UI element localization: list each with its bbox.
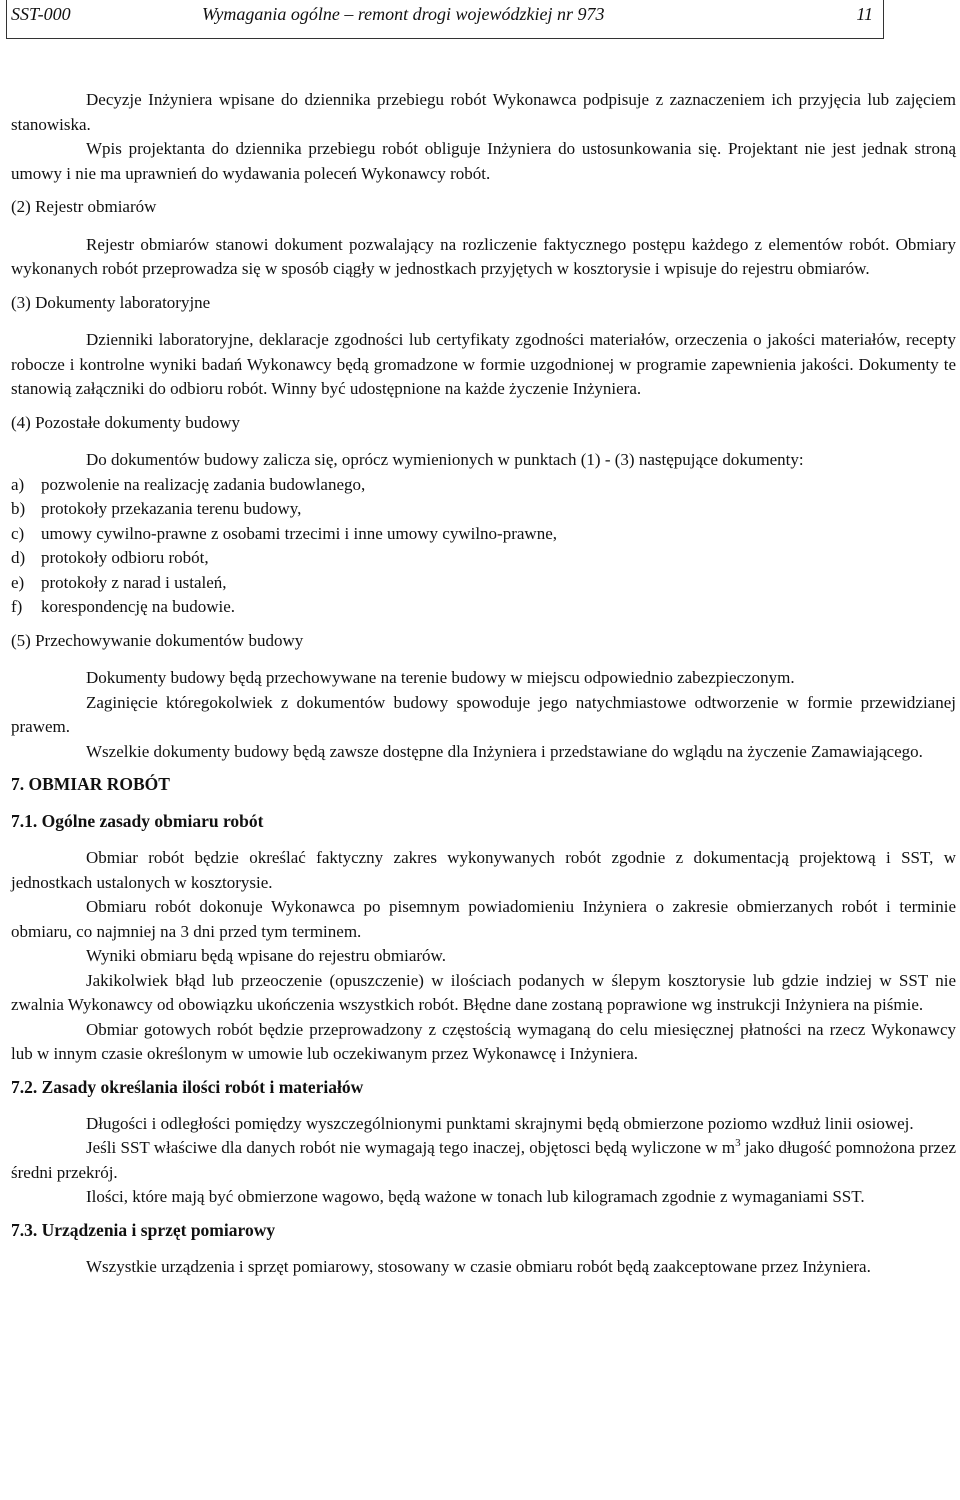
list-letter: c)	[11, 523, 25, 543]
list-text: pozwolenie na realizację zadania budowlanego,	[41, 474, 366, 494]
paragraph: Obmiar gotowych robót będzie przeprowadzony z częstością wymaganą do celu miesięcznej płatności na rzecz Wykonawcy lub w innym czasie określonym w umowie lub oczekiwanym przez Wykonawcę i Inżyniera.	[11, 1019, 956, 1063]
list-item	[11, 473, 956, 498]
paragraph: Zaginięcie któregokolwiek z dokumentów budowy spowoduje jego natychmiastowe odtworzenie w formie przewidzianej prawem.	[11, 692, 956, 736]
list-item	[11, 522, 956, 547]
list-item	[11, 546, 956, 571]
page-header	[6, 0, 884, 39]
paragraph: Do dokumentów budowy zalicza się, oprócz wymienionych w punktach (1) - (3) następujące dokumenty:	[86, 450, 804, 469]
paragraph	[11, 1136, 956, 1185]
paragraph: Wszelkie dokumenty budowy będą zawsze dostępne dla Inżyniera i przedstawiane do wglądu na życzenie Zamawiającego.	[86, 741, 923, 761]
list-letter: b)	[11, 499, 26, 518]
document-code: SST-000	[11, 4, 71, 24]
section-heading: (2) Rejestr obmiarów	[11, 197, 157, 216]
list-letter: d)	[11, 548, 26, 567]
list-text: protokoły odbioru robót,	[41, 548, 209, 567]
section-heading: (5) Przechowywanie dokumentów budowy	[11, 630, 304, 650]
list-item	[11, 497, 956, 522]
paragraph: Decyzje Inżyniera wpisane do dziennika przebiegu robót Wykonawca podpisuje z zaznaczeniem ich przyjęcia lub zajęciem stanowiska.	[11, 90, 956, 134]
list-letter: e)	[11, 572, 25, 592]
subsection-heading: 7.2. Zasady określania ilości robót i materiałów	[11, 1076, 364, 1097]
paragraph: Ilości, które mają być obmierzone wagowo, będą ważone w tonach lub kilogramach zgodnie z wymaganiami SST.	[86, 1187, 865, 1206]
document-title: Wymagania ogólne – remont drogi wojewódzkiej nr 973	[202, 4, 605, 24]
section-heading: (3) Dokumenty laboratoryjne	[11, 292, 211, 312]
paragraph-text: jako długość pomnożona przez średni przekrój.	[11, 1138, 956, 1182]
paragraph: Obmiaru robót dokonuje Wykonawca po pisemnym powiadomieniu Inżyniera o zakresie obmierzanych robót i terminie obmiaru, co najmniej na 3 dni przed tym terminem.	[11, 897, 956, 941]
superscript: 3	[735, 1137, 741, 1149]
list-text: protokoły przekazania terenu budowy,	[41, 499, 302, 518]
paragraph: Dokumenty budowy będą przechowywane na terenie budowy w miejscu odpowiednio zabezpieczonym.	[86, 668, 795, 687]
paragraph: Wpis projektanta do dziennika przebiegu robót obliguje Inżyniera do ustosunkowania się. Projektant nie jest jednak stroną umowy i nie ma uprawnień do wydawania poleceń Wykonawcy robót.	[11, 139, 956, 183]
documents-list	[11, 473, 956, 620]
section-heading: (4) Pozostałe dokumenty budowy	[11, 412, 240, 432]
page-number: 11	[856, 4, 873, 24]
list-text: protokoły z narad i ustaleń,	[41, 572, 227, 592]
paragraph: Dzienniki laboratoryjne, deklaracje zgodności lub certyfikaty zgodności materiałów, orzeczenia o jakości materiałów, recepty robocze i kontrolne wyniki badań Wykonawcy będą gromadzone w formie uzgodnionej w programie zapewnienia jakości. Dokumenty te stanowią załączniki do odbioru robót. Winny być udostępnione na każde życzenie Inżyniera.	[11, 330, 956, 398]
paragraph: Rejestr obmiarów stanowi dokument pozwalający na rozliczenie faktycznego postępu każdego z elementów robót. Obmiary wykonanych robót przeprowadza się w sposób ciągły w jednostkach przyjętych w kosztorysie i wpisuje do rejestru obmiarów.	[11, 234, 956, 278]
paragraph: Długości i odległości pomiędzy wyszczególnionymi punktami skrajnymi będą obmierzone poziomo wzdłuż linii osiowej.	[86, 1113, 914, 1133]
subsection-heading: 7.1. Ogólne zasady obmiaru robót	[11, 811, 264, 831]
subsection-heading: 7.3. Urządzenia i sprzęt pomiarowy	[11, 1219, 276, 1240]
list-item	[11, 571, 956, 596]
paragraph: Wszystkie urządzenia i sprzęt pomiarowy, stosowany w czasie obmiaru robót będą zaakceptowane przez Inżyniera.	[86, 1256, 871, 1276]
list-text: umowy cywilno-prawne z osobami trzecimi i inne umowy cywilno-prawne,	[41, 523, 558, 543]
paragraph-text: Jeśli SST właściwe dla danych robót nie wymagają tego inaczej, objętosci będą wyliczone w m	[86, 1138, 736, 1157]
chapter-heading: 7. OBMIAR ROBÓT	[11, 774, 170, 794]
list-item	[11, 595, 956, 620]
paragraph: Obmiar robót będzie określać faktyczny zakres wykonywanych robót zgodnie z dokumentacją projektową i SST, w jednostkach ustalonych w kosztorysie.	[11, 848, 956, 892]
list-text: korespondencję na budowie.	[41, 597, 236, 616]
list-letter: f)	[11, 597, 23, 616]
document-body	[11, 88, 956, 1279]
paragraph: Wyniki obmiaru będą wpisane do rejestru obmiarów.	[86, 946, 446, 965]
paragraph: Jakikolwiek błąd lub przeoczenie (opuszczenie) w ilościach podanych w ślepym kosztorysie lub gdzie indziej w SST nie zwalnia Wykonawcy od obowiązku ukończenia wszystkich robót. Błędne dane zostaną poprawione wg instrukcji Inżyniera na piśmie.	[11, 970, 956, 1014]
list-letter: a)	[11, 474, 25, 494]
